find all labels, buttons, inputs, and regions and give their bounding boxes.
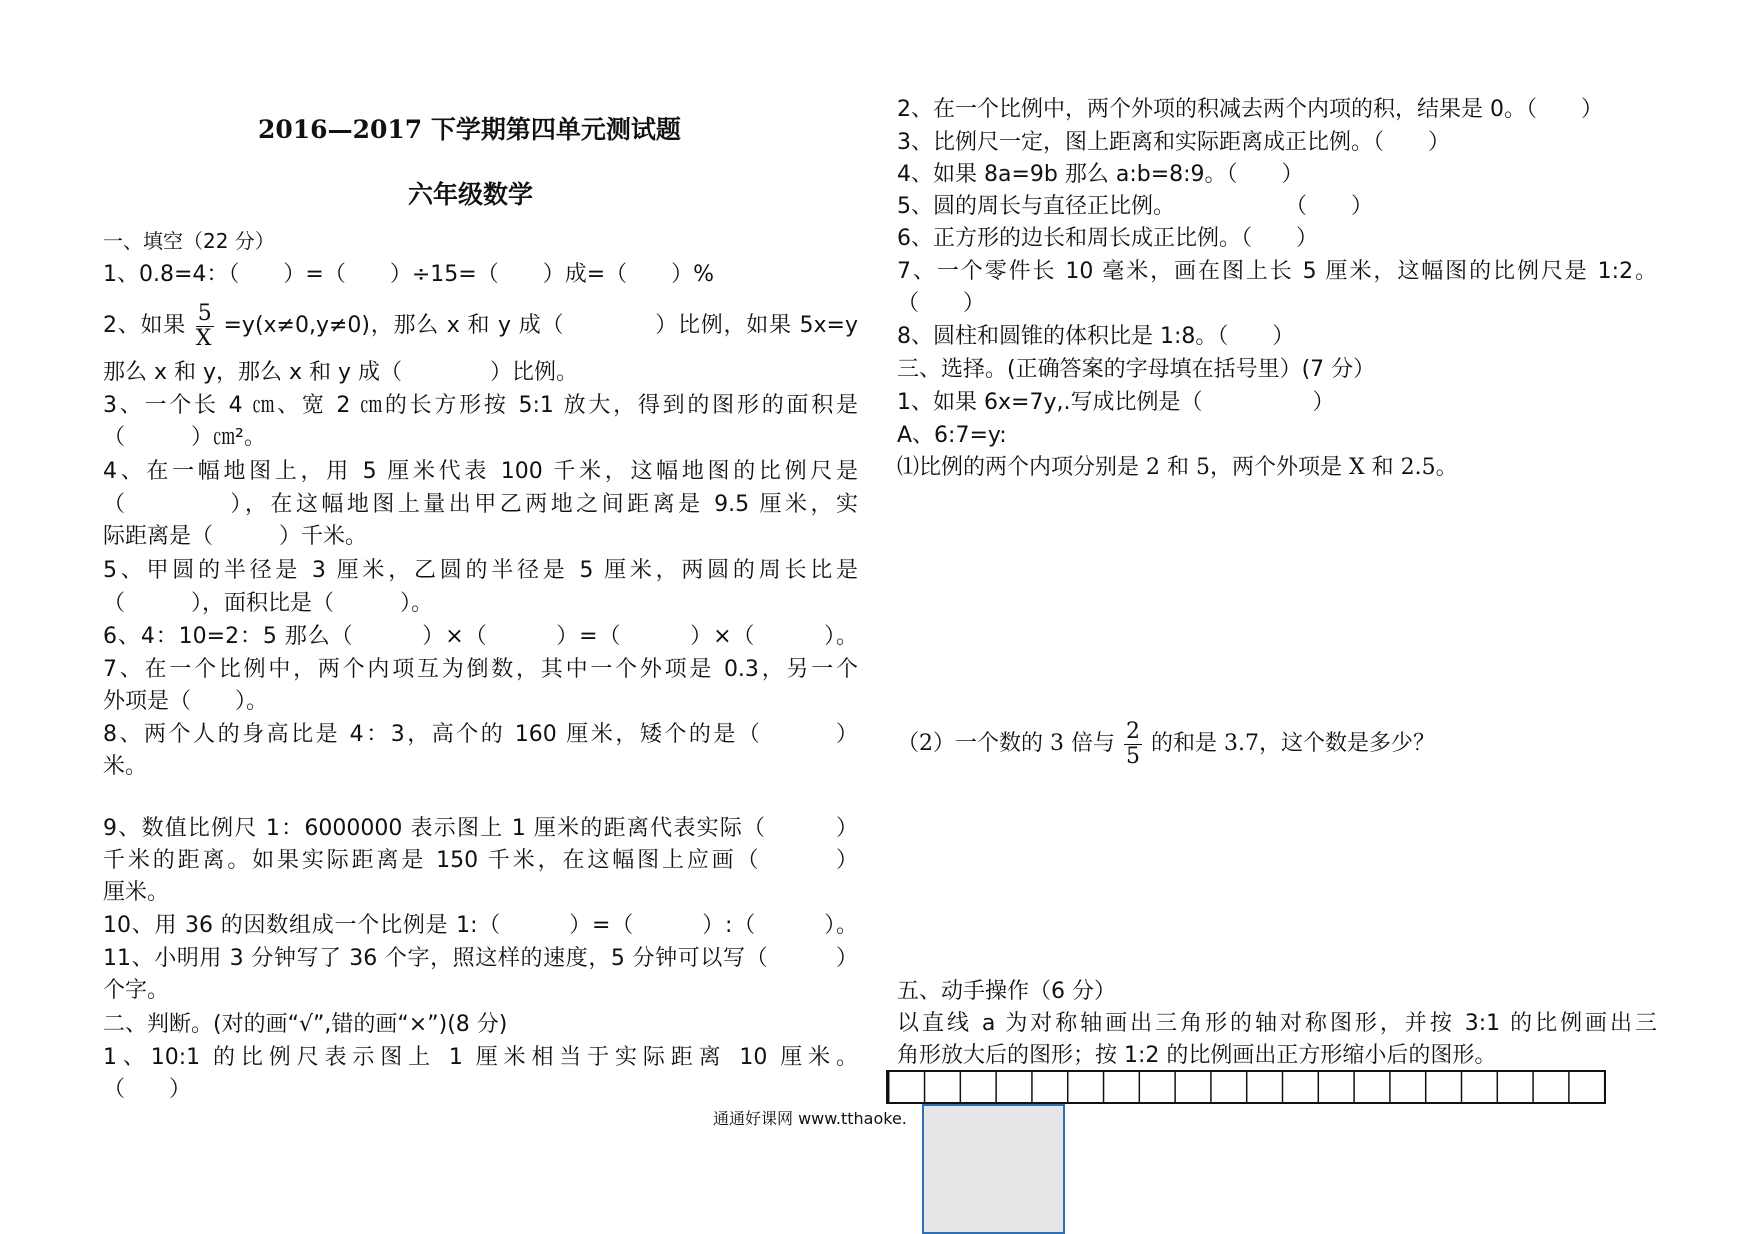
judgement-6: 6、正方形的边长和周长成正比例。（ ） <box>897 226 1318 251</box>
drawing-shape-rectangle <box>922 1104 1065 1234</box>
question-4-line-1: 4、在一幅地图上，用 5 厘米代表 100 千米，这幅地图的比例尺是 <box>103 459 858 484</box>
judgement-8: 8、圆柱和圆锥的体积比是 1:8。（ ） <box>897 324 1295 349</box>
judgement-7-line-2: （ ） <box>897 291 986 316</box>
question-3-line-1: 3、一个长 4 ㎝、宽 2 ㎝的长方形按 5:1 放大，得到的图形的面积是 <box>103 393 858 418</box>
question-11-line-1: 11、小明用 3 分钟写了 36 个字，照这样的速度，5 分钟可以写（ ） <box>103 946 858 971</box>
question-10: 10、用 36 的因数组成一个比例是 1:（ ）=（ ）:（ ）。 <box>103 913 858 938</box>
problem-2-text-a: （2）一个数的 3 倍与 <box>897 731 1115 756</box>
fraction-denominator: X <box>195 325 212 351</box>
question-2-line-2: 那么 x 和 y，那么 x 和 y 成（ ）比例。 <box>103 360 579 385</box>
question-5-line-2: （ ），面积比是（ ）。 <box>103 591 434 616</box>
fraction-denominator: 5 <box>1125 743 1140 769</box>
section-fill-blank-heading: 一、填空（22 分） <box>103 229 275 253</box>
question-2 <box>103 298 858 354</box>
fraction-2-over-5 <box>1124 720 1142 769</box>
problem-2-text-b: 的和是 3.7，这个数是多少？ <box>1150 731 1435 756</box>
judgement-3: 3、比例尺一定，图上距离和实际距离成正比例。（ ） <box>897 130 1450 155</box>
fraction-5-over-x <box>196 302 214 351</box>
question-7-line-2: 外项是（ ）。 <box>103 689 269 714</box>
section-operation-heading: 五、动手操作（6 分） <box>897 979 1116 1004</box>
question-3-line-2: （ ）㎝²。 <box>103 425 266 450</box>
judgement-7-line-1: 7、一个零件长 10 毫米，画在图上长 5 厘米，这幅图的比例尺是 1:2。 <box>897 259 1657 284</box>
drawing-grid <box>886 1070 1606 1104</box>
question-7-line-1: 7、在一个比例中，两个内项互为倒数，其中一个外项是 0.3，另一个 <box>103 657 858 682</box>
footer-watermark: 通通好课网 www.tthaoke. <box>713 1109 907 1128</box>
exam-title: 2016—2017 下学期第四单元测试题 <box>258 115 681 144</box>
choice-1-option-a: A、6:7=y: <box>897 423 1007 448</box>
section-choice-heading: 三、选择。(正确答案的字母填在括号里）(7 分） <box>897 357 1376 382</box>
fraction-numerator: 5 <box>197 300 212 326</box>
question-9-line-1: 9、数值比例尺 1：6000000 表示图上 1 厘米的距离代表实际（ ） <box>103 816 858 841</box>
question-1: 1、0.8=4：（ ）=（ ）÷15=（ ）成=（ ）% <box>103 262 715 287</box>
question-9-line-3: 厘米。 <box>103 880 170 905</box>
section-judgement-heading: 二、判断。(对的画“√”,错的画“×”)(8 分) <box>103 1012 508 1037</box>
judgement-4: 4、如果 8a=9b 那么 a:b=8:9。（ ） <box>897 162 1304 187</box>
operation-instruction-line-2: 角形放大后的图形；按 1:2 的比例画出正方形缩小后的图形。 <box>897 1043 1497 1068</box>
question-5-line-1: 5、甲圆的半径是 3 厘米，乙圆的半径是 5 厘米，两圆的周长比是 <box>103 558 858 583</box>
question-4-line-2: （ ），在这幅地图上量出甲乙两地之间距离是 9.5 厘米，实 <box>103 492 858 517</box>
judgement-1-line-2: （ ） <box>103 1077 192 1102</box>
choice-1: 1、如果 6x=7y,.写成比例是（ ） <box>897 390 1335 415</box>
question-6: 6、4：10=2：5 那么（ ）×（ ）=（ ）×（ ）。 <box>103 624 858 649</box>
operation-instruction-line-1: 以直线 a 为对称轴画出三角形的轴对称图形，并按 3:1 的比例画出三 <box>897 1011 1657 1036</box>
question-9-line-2: 千米的距离。如果实际距离是 150 千米，在这幅图上应画（ ） <box>103 848 858 873</box>
question-11-line-2: 个字。 <box>103 978 170 1003</box>
exam-subtitle: 六年级数学 <box>408 180 534 209</box>
judgement-2: 2、在一个比例中，两个外项的积减去两个内项的积，结果是 0。（ ） <box>897 97 1603 122</box>
question-8-line-2: 米。 <box>103 754 148 779</box>
question-4-line-3: 际距离是（ ）千米。 <box>103 524 368 549</box>
problem-2 <box>897 714 1657 774</box>
question-8-line-1: 8、两个人的身高比是 4：3，高个的 160 厘米，矮个的是（ ） <box>103 722 858 747</box>
question-2-text-b: =y(x≠0,y≠0)，那么 x 和 y 成（ ）比例，如果 5x=y <box>223 313 858 338</box>
question-2-text-a: 2、如果 <box>103 313 186 338</box>
judgement-1-line-1: 1、10:1 的比例尺表示图上 1 厘米相当于实际距离 10 厘米。 <box>103 1045 858 1070</box>
judgement-5: 5、圆的周长与直径正比例。 （ ） <box>897 194 1373 219</box>
fraction-numerator: 2 <box>1125 718 1140 744</box>
problem-1: ⑴比例的两个内项分别是 2 和 5，两个外项是 X 和 2.5。 <box>897 455 1458 480</box>
